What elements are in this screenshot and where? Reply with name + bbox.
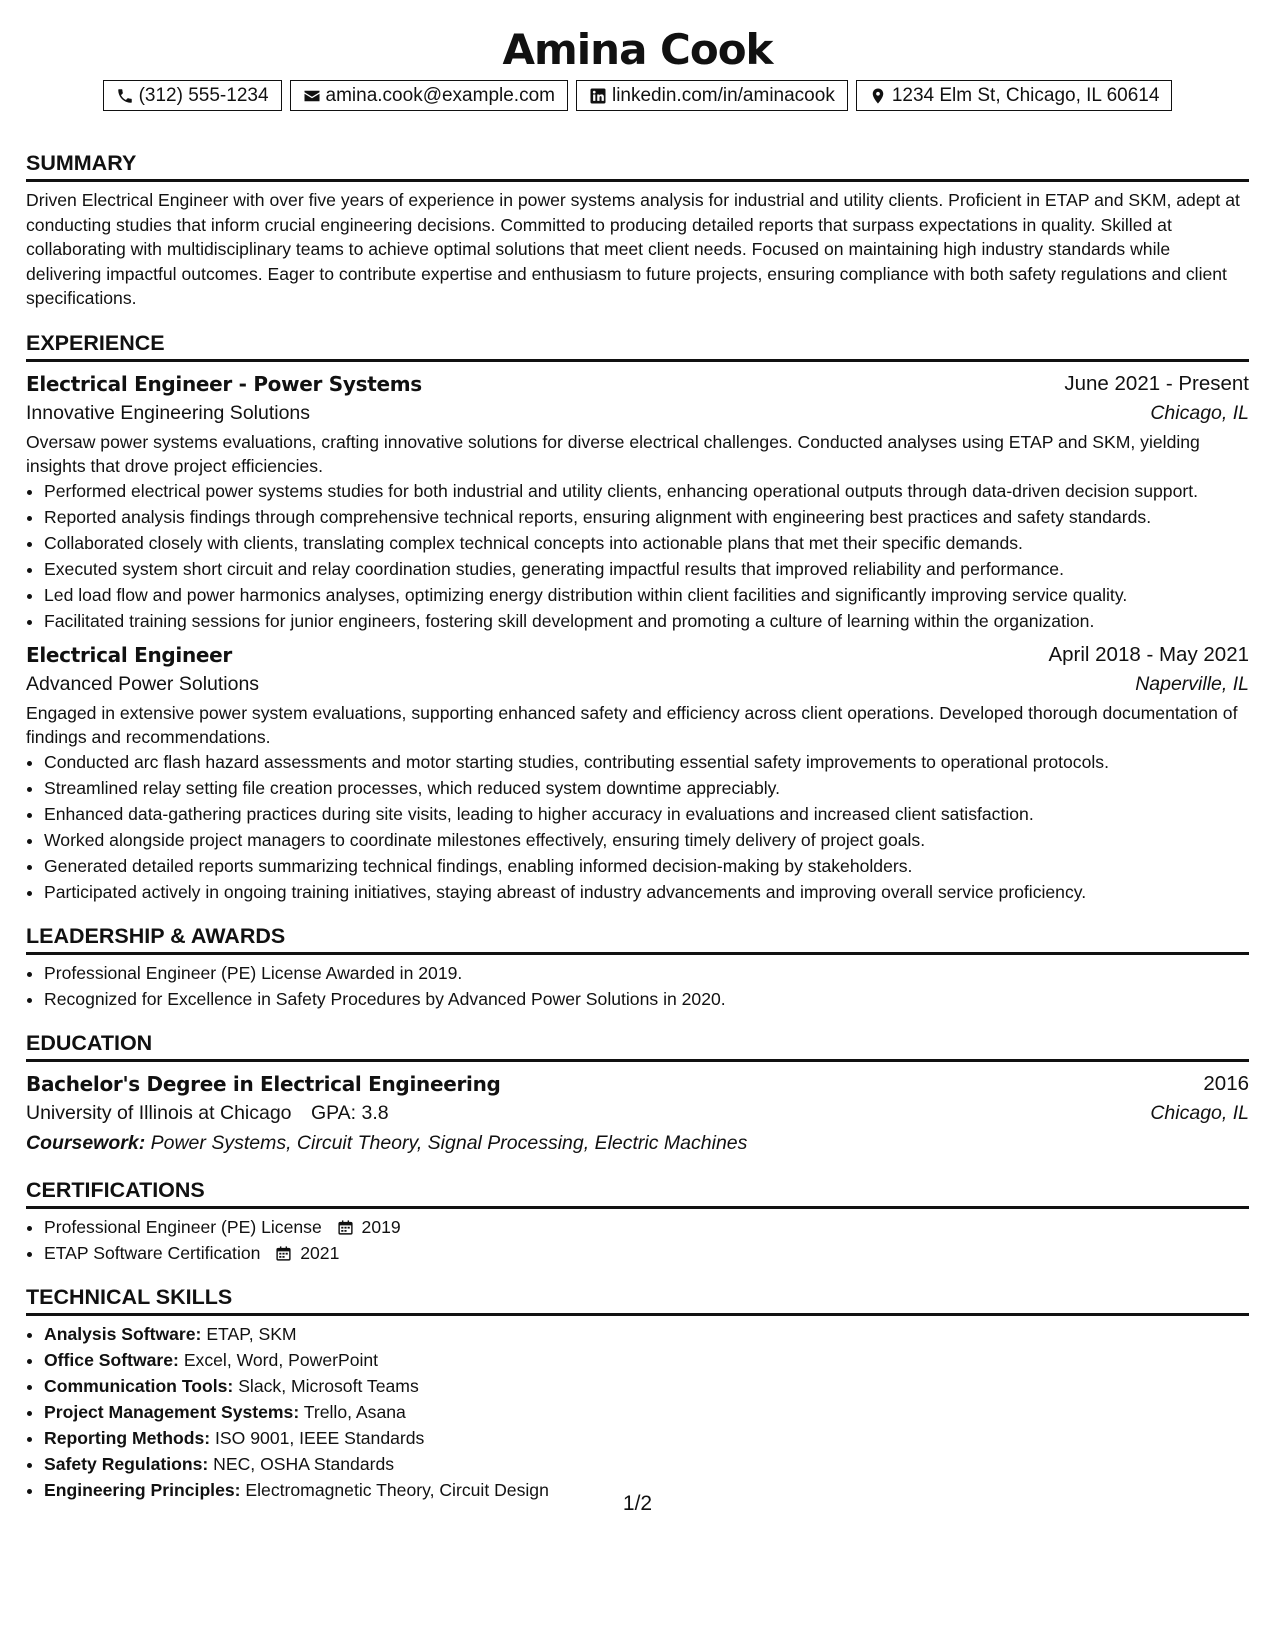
education-heading: EDUCATION (26, 1029, 1249, 1062)
linkedin-text: linkedin.com/in/aminacook (611, 85, 835, 106)
leadership-heading: LEADERSHIP & AWARDS (26, 922, 1249, 955)
list-item (44, 1400, 1249, 1424)
list-item (44, 1374, 1249, 1398)
address-text: 1234 Elm St, Chicago, IL 60614 (891, 85, 1160, 106)
list-item: • Facilitated training sessions for junior engineers, fostering skill development and promoting a culture of learning within the organization. (44, 609, 1249, 633)
list-item (44, 1452, 1249, 1476)
list-item: • Recognized for Excellence in Safety Procedures by Advanced Power Solutions in 2020. (44, 987, 1249, 1011)
job-header (26, 370, 1249, 398)
school-name: University of Illinois at Chicago (26, 1101, 292, 1124)
job-location: Naperville, IL (1135, 672, 1249, 695)
job-header (26, 641, 1249, 669)
contact-bar (26, 80, 1249, 111)
list-item: • Collaborated closely with clients, translating complex technical concepts into actionable plans that met their specific demands. (44, 531, 1249, 555)
coursework (26, 1128, 1249, 1158)
skill-label: Analysis Software: (44, 1323, 202, 1344)
skill-label: Safety Regulations: (44, 1453, 209, 1474)
job-company: Advanced Power Solutions (26, 672, 260, 695)
calendar-icon (275, 1245, 292, 1262)
list-item: • Enhanced data-gathering practices during site visits, leading to higher accuracy in evaluations and increased client satisfaction. (44, 802, 1249, 826)
skill-label: Office Software: (44, 1349, 179, 1370)
certification-year: 2021 (300, 1242, 340, 1263)
job-bullets (26, 750, 1249, 904)
list-item: • Worked alongside project managers to coordinate milestones effectively, ensuring timely delivery of project goals. (44, 828, 1249, 852)
skill-label: Reporting Methods: (44, 1427, 211, 1448)
resume-page (26, 0, 1249, 1504)
certification-name: Professional Engineer (PE) License (44, 1216, 322, 1237)
list-item: • Reported analysis findings through comprehensive technical reports, ensuring alignment with engineering best practices and safety standards. (44, 505, 1249, 529)
phone-text: (312) 555-1234 (138, 85, 269, 106)
skill-label: Communication Tools: (44, 1375, 234, 1396)
list-item: • Led load flow and power harmonics analyses, optimizing energy distribution within client facilities and significantly improving service quality. (44, 583, 1249, 607)
coursework-list: Power Systems, Circuit Theory, Signal Processing, Electric Machines (150, 1131, 748, 1154)
candidate-name: Amina Cook (502, 25, 773, 74)
list-item (44, 1215, 1249, 1239)
list-item: • Participated actively in ongoing training initiatives, staying abreast of industry advancements and improving overall service proficiency. (44, 880, 1249, 904)
certifications-heading: CERTIFICATIONS (26, 1176, 1249, 1209)
page-number: 1/2 (622, 1492, 653, 1515)
education-subheader (26, 1098, 1249, 1128)
skill-value: ETAP, SKM (206, 1323, 297, 1344)
skill-value: Slack, Microsoft Teams (238, 1375, 419, 1396)
certification-name: ETAP Software Certification (44, 1242, 261, 1263)
gpa: GPA: 3.8 (310, 1101, 389, 1124)
job-title: Electrical Engineer (26, 642, 232, 667)
contact-email[interactable] (290, 80, 568, 111)
job-dates: June 2021 - Present (1064, 371, 1249, 395)
list-item (44, 1348, 1249, 1372)
phone-icon (116, 87, 134, 105)
skill-label: Engineering Principles: (44, 1479, 241, 1500)
list-item (44, 1322, 1249, 1346)
list-item: • Performed electrical power systems studies for both industrial and utility clients, enhancing operational outputs through data-driven decision support. (44, 479, 1249, 503)
degree-title: Bachelor's Degree in Electrical Engineering (26, 1071, 501, 1096)
coursework-label: Coursework: (26, 1131, 146, 1154)
skills-heading: TECHNICAL SKILLS (26, 1283, 1249, 1316)
envelope-icon (303, 87, 321, 105)
list-item: • Professional Engineer (PE) License Awarded in 2019. (44, 961, 1249, 985)
linkedin-icon (589, 87, 607, 105)
skill-value: Electromagnetic Theory, Circuit Design (245, 1479, 549, 1500)
summary-text: Driven Electrical Engineer with over five years of experience in power systems analysis for industrial and utility clients. Proficient in ETAP and SKM, adept at conducting studies that inform crucial engineering decisions. Committed to producing detailed reports that surpass expectations in quality. Skilled at collaborating with multidisciplinary teams to achieve optimal solutions that meet client needs. Focused on maintaining high industry standards while delivering impactful outcomes. Eager to contribute expertise and enthusiasm to future projects, ensuring compliance with both safety regulations and client specifications. (26, 190, 1240, 308)
skill-value: Excel, Word, PowerPoint (183, 1349, 379, 1370)
contact-linkedin[interactable] (576, 80, 848, 111)
job-subheader (26, 398, 1249, 428)
job-bullets (26, 479, 1249, 633)
job-description: Engaged in extensive power system evaluations, supporting enhanced safety and efficiency across client operations. Developed thorough documentation of findings and recommendations. (26, 702, 1238, 747)
graduation-year: 2016 (1203, 1071, 1249, 1095)
list-item: • Streamlined relay setting file creation processes, which reduced system downtime appreciably. (44, 776, 1249, 800)
summary-heading: SUMMARY (26, 149, 1249, 182)
job-subheader (26, 669, 1249, 699)
job-entry (26, 641, 1249, 904)
skills-list (26, 1322, 1249, 1502)
leadership-list (26, 961, 1249, 1011)
certification-year: 2019 (361, 1216, 401, 1237)
school-location: Chicago, IL (1150, 1101, 1249, 1124)
list-item (44, 1241, 1249, 1265)
job-title: Electrical Engineer - Power Systems (26, 371, 422, 396)
education-header (26, 1070, 1249, 1098)
email-text: amina.cook@example.com (325, 85, 555, 106)
map-pin-icon (869, 87, 887, 105)
job-description: Oversaw power systems evaluations, crafting innovative solutions for diverse electrical challenges. Conducted analyses using ETAP and SKM, yielding insights that drove project efficiencies. (26, 431, 1200, 476)
job-entry (26, 370, 1249, 633)
skill-label: Project Management Systems: (44, 1401, 300, 1422)
experience-heading: EXPERIENCE (26, 329, 1249, 362)
job-company: Innovative Engineering Solutions (26, 401, 311, 424)
job-location: Chicago, IL (1150, 401, 1249, 424)
skill-value: ISO 9001, IEEE Standards (215, 1427, 425, 1448)
contact-phone[interactable] (103, 80, 282, 111)
skill-value: NEC, OSHA Standards (213, 1453, 395, 1474)
certifications-list (26, 1215, 1249, 1265)
list-item: • Generated detailed reports summarizing technical findings, enabling informed decision-making by stakeholders. (44, 854, 1249, 878)
list-item: • Conducted arc flash hazard assessments and motor starting studies, contributing essential safety improvements to operational protocols. (44, 750, 1249, 774)
job-dates: April 2018 - May 2021 (1048, 642, 1249, 666)
contact-address[interactable] (856, 80, 1173, 111)
skill-value: Trello, Asana (303, 1401, 406, 1422)
list-item (44, 1426, 1249, 1450)
list-item: • Executed system short circuit and relay coordination studies, generating impactful results that improved reliability and performance. (44, 557, 1249, 581)
calendar-icon (337, 1219, 354, 1236)
